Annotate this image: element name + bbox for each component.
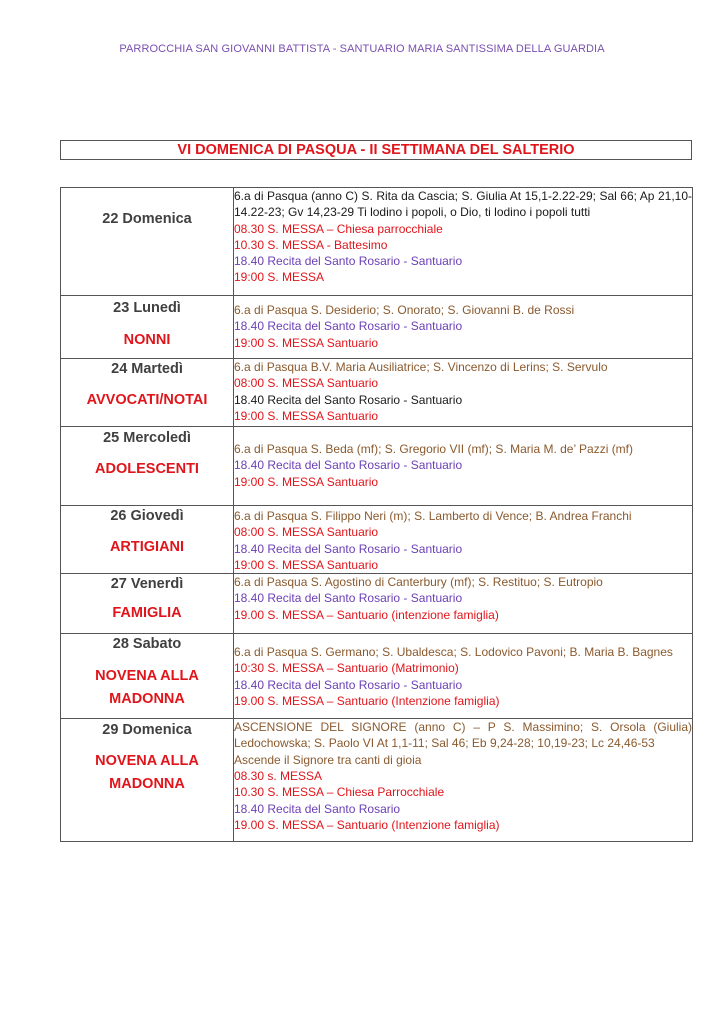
- day-name: 25 Mercoledì: [103, 430, 191, 446]
- page-title: VI DOMENICA DI PASQUA - II SETTIMANA DEL SALTERIO: [177, 142, 575, 158]
- day-cell: [61, 427, 234, 506]
- day-name: 29 Domenica: [102, 722, 192, 739]
- rosary-line: 18.40 Recita del Santo Rosario - Santuario: [234, 591, 463, 606]
- rosary-line: 18.40 Recita del Santo Rosario - Santuario: [234, 677, 463, 692]
- mass-line: 08:00 S. MESSA Santuario: [234, 376, 379, 391]
- mass-line: 19:00 S. MESSA Santuario: [234, 557, 379, 572]
- schedule-row-28: [61, 634, 693, 719]
- day-name: 22 Domenica: [102, 211, 192, 227]
- mass-line: 19:00 S. MESSA Santuario: [234, 474, 379, 489]
- rosary-line: 18.40 Recita del Santo Rosario - Santuario: [234, 319, 463, 334]
- day-cell: [61, 296, 234, 359]
- liturgy-line: ASCENSIONE DEL SIGNORE (anno C) – P S. Massimino; S. Orsola (Giulia) Ledochowska; S. Paolo VI At 1,1-11; Sal 46; Eb 9,24-28; 10,19-23; Lc 24,46-53: [234, 720, 692, 751]
- liturgy-line: 6.a di Pasqua S. Desiderio; S. Onorato; S. Giovanni B. de Rossi: [234, 303, 575, 317]
- schedule-row-27: [61, 574, 693, 634]
- liturgy-line: 6.a di Pasqua S. Beda (mf); S. Gregorio VII (mf); S. Maria M. de’ Pazzi (mf): [234, 442, 634, 456]
- info-cell: [234, 634, 693, 719]
- mass-line: 10:30 S. MESSA – Santuario (Matrimonio): [234, 661, 459, 676]
- info-cell: [234, 188, 693, 296]
- mass-line: 19:00 S. MESSA Santuario: [234, 335, 379, 350]
- mass-line: 19.00 S. MESSA – Santuario (Intenzione famiglia): [234, 694, 500, 709]
- info-cell: [234, 359, 693, 427]
- mass-line: 10.30 S. MESSA - Battesimo: [234, 237, 388, 252]
- mass-line: 10.30 S. MESSA – Chiesa Parrocchiale: [234, 785, 445, 800]
- day-cell: [61, 574, 234, 634]
- mass-line: 08.30 s. MESSA: [234, 769, 323, 784]
- info-cell: [234, 506, 693, 574]
- day-tag: ARTIGIANI: [109, 539, 185, 555]
- day-tag: ADOLESCENTI: [95, 461, 199, 477]
- day-tag: NOVENA ALLA MADONNA: [95, 753, 199, 793]
- day-cell: [61, 719, 234, 842]
- liturgy-line: 6.a di Pasqua S. Agostino di Canterbury (mf); S. Restituo; S. Eutropio: [234, 575, 603, 590]
- schedule-row-26: [61, 506, 693, 574]
- schedule-row-24: [61, 359, 693, 427]
- rosary-line: 18.40 Recita del Santo Rosario - Santuario: [234, 458, 463, 473]
- day-cell: [61, 506, 234, 574]
- mass-line: 19:00 S. MESSA Santuario: [234, 408, 379, 423]
- rosary-line: 18.40 Recita del Santo Rosario - Santuario: [234, 254, 463, 269]
- title-box: [60, 140, 692, 160]
- day-name: 26 Giovedì: [110, 508, 184, 524]
- mass-line: 19.00 S. MESSA – Santuario (intenzione famiglia): [234, 607, 499, 622]
- day-tag: NOVENA ALLA MADONNA: [95, 668, 199, 708]
- schedule-row-23: [61, 296, 693, 359]
- mass-line: 19:00 S. MESSA: [234, 270, 325, 285]
- info-cell: [234, 427, 693, 506]
- rosary-line: 18.40 Recita del Santo Rosario - Santuario: [234, 392, 463, 407]
- info-cell: [234, 296, 693, 359]
- rosary-line: 18.40 Recita del Santo Rosario: [234, 801, 401, 816]
- day-cell: [61, 634, 234, 719]
- day-name: 24 Martedì: [111, 361, 183, 377]
- schedule-row-22: [61, 188, 693, 296]
- day-name: 28 Sabato: [112, 636, 182, 653]
- day-name: 27 Venerdì: [110, 576, 184, 593]
- mass-line: 19.00 S. MESSA – Santuario (Intenzione famiglia): [234, 817, 500, 832]
- mass-line: 08.30 S. MESSA – Chiesa parrocchiale: [234, 221, 443, 236]
- schedule-row-29: [61, 719, 693, 842]
- liturgy-line: 6.a di Pasqua S. Germano; S. Ubaldesca; S. Lodovico Pavoni; B. Maria B. Bagnes: [234, 645, 673, 660]
- day-tag: AVVOCATI/NOTAI: [86, 392, 208, 408]
- info-cell: [234, 574, 693, 634]
- day-tag: NONNI: [123, 332, 171, 348]
- day-tag: FAMIGLIA: [112, 605, 182, 622]
- day-name: 23 Lunedì: [113, 300, 181, 316]
- liturgy-line: 6.a di Pasqua (anno C) S. Rita da Cascia; S. Giulia At 15,1-2.22-29; Sal 66; Ap 21,10-14.22-23; Gv 14,23-29 Ti lodino i popoli, o Dio, ti lodino i popoli tutti: [234, 189, 692, 220]
- liturgy-line: Ascende il Signore tra canti di gioia: [234, 752, 422, 767]
- weekly-schedule-table: [60, 187, 693, 842]
- day-cell: [61, 188, 234, 296]
- mass-line: 08:00 S. MESSA Santuario: [234, 525, 379, 540]
- day-cell: [61, 359, 234, 427]
- liturgy-line: 6.a di Pasqua S. Filippo Neri (m); S. Lamberto di Vence; B. Andrea Franchi: [234, 509, 632, 523]
- liturgy-line: 6.a di Pasqua B.V. Maria Ausiliatrice; S. Vincenzo di Lerins; S. Servulo: [234, 360, 608, 374]
- parish-header: PARROCCHIA SAN GIOVANNI BATTISTA - SANTUARIO MARIA SANTISSIMA DELLA GUARDIA: [119, 43, 605, 55]
- rosary-line: 18.40 Recita del Santo Rosario - Santuario: [234, 541, 463, 556]
- schedule-row-25: [61, 427, 693, 506]
- info-cell: [234, 719, 693, 842]
